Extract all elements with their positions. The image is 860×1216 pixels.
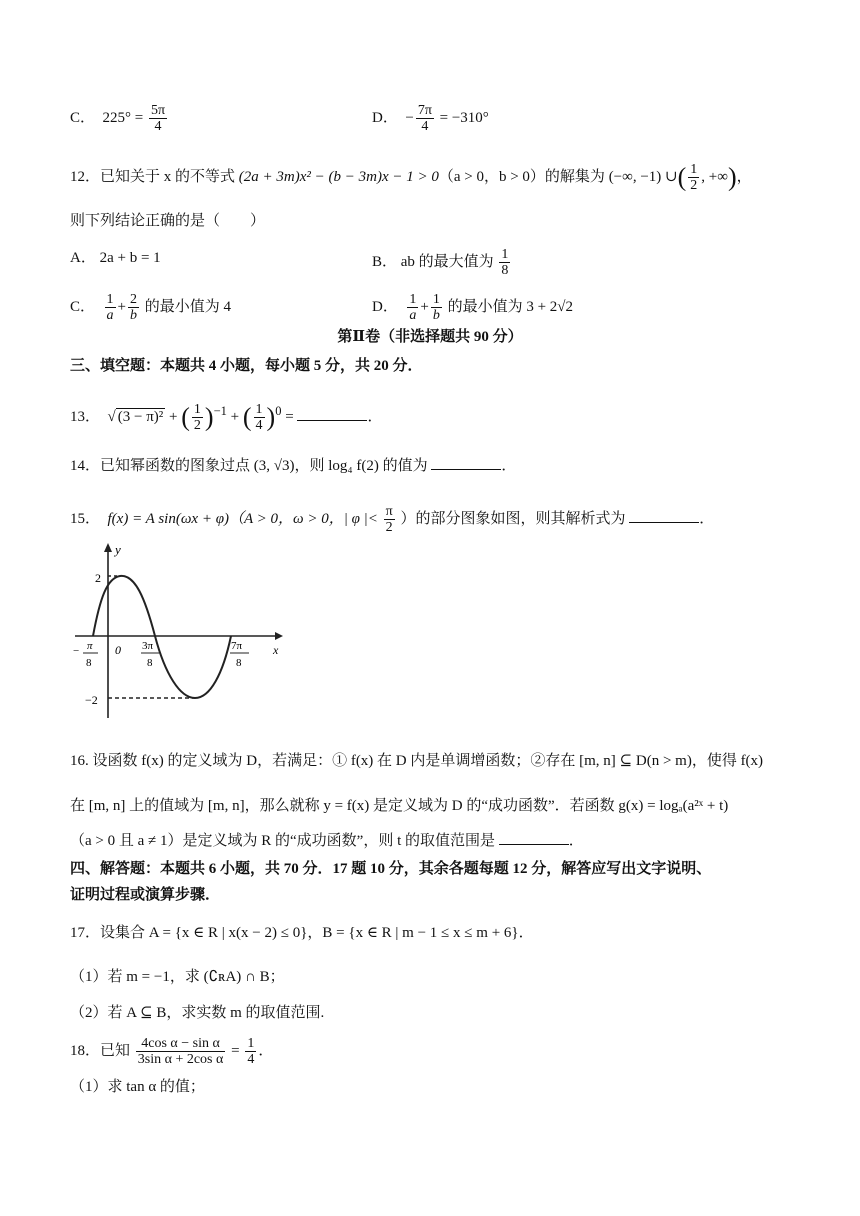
q11-option-c: C． 225° = $\frac{5\pi}{4}$ bbox=[70, 103, 166, 134]
q17-stem: 17．设集合 A = {x ∈ R | x(x − 2) ≤ 0}，B = {x ∈ R | m − 1 ≤ x ≤ m + 6}． bbox=[70, 925, 534, 941]
q12-option-c: C． $\frac{1}{a}$ + $\frac{2}{b}$ 的最小值为 4 bbox=[70, 292, 231, 323]
q15-answer-blank[interactable] bbox=[629, 508, 699, 523]
q16-line3: （a > 0 且 a ≠ 1）是定义域为 R 的“成功函数”，则 t 的取值范围是 ． bbox=[70, 830, 584, 852]
q14-answer-blank[interactable] bbox=[431, 455, 501, 470]
q12-option-a: A． 2a + b = 1 bbox=[70, 250, 161, 266]
q11-option-d: D． − $\frac{7\pi}{4}$ = −310° bbox=[372, 103, 489, 134]
q12-option-d: D． $\frac{1}{a}$ + $\frac{1}{b}$ 的最小值为 3 + 2√2 bbox=[372, 292, 574, 323]
y-label: y bbox=[115, 542, 121, 557]
q16-line2: 在 [m, n] 上的值域为 [m, n]，那么就称 y = f(x) 是定义域为 D 的“成功函数”．若函数 g(x) = logₐ(a²ˣ + t) bbox=[70, 798, 729, 814]
tick3-num: 7π bbox=[231, 640, 243, 652]
y-axis-arrow bbox=[104, 543, 112, 552]
q13-answer-blank[interactable] bbox=[297, 406, 367, 421]
q12-option-b: B． ab 的最大值为 $\frac{1}{8}$ bbox=[372, 247, 509, 278]
sine-graph bbox=[65, 538, 295, 728]
tick1-den: 8 bbox=[86, 657, 92, 669]
part-3-title: 三、填空题：本题共 4 小题，每小题 5 分，共 20 分． bbox=[70, 358, 423, 374]
tick3-den: 8 bbox=[236, 657, 242, 669]
q12-stem: 12．已知关于 x 的不等式 (2a + 3m)x² − (b − 3m)x − 1 > 0（a > 0，b > 0）的解集为 (−∞, −1) ∪( $\frac{1}{2}$ , +∞)， bbox=[70, 162, 752, 193]
tick1-num: π bbox=[87, 640, 93, 652]
x-label: x bbox=[273, 643, 279, 657]
section-2-title: 第Ⅱ卷（非选择题共 90 分） bbox=[337, 329, 523, 345]
y-tick-neg2: −2 bbox=[85, 693, 98, 707]
sine-curve bbox=[93, 576, 231, 698]
origin-label: 0 bbox=[115, 643, 121, 657]
q12-question: 则下列结论正确的是（ ） bbox=[70, 213, 266, 229]
q17-sub1: （1）若 m = −1，求 (∁ʀA) ∩ B； bbox=[70, 969, 285, 985]
q17-sub2: （2）若 A ⊆ B，求实数 m 的取值范围. bbox=[70, 1005, 325, 1021]
tick2-den: 8 bbox=[147, 657, 153, 669]
tick2-num: 3π bbox=[142, 640, 154, 652]
q18-sub1: （1）求 tan α 的值； bbox=[70, 1079, 205, 1095]
q13-stem: 13． √ (3 − π)² + ( $\frac{1}{2}$ )$^{-1}$ + ( $\frac{1}{4}$ )$^0$ = ． bbox=[70, 402, 383, 434]
q16-line1: 16. 设函数 f(x) 的定义域为 D，若满足：① f(x) 在 D 内是单调增函数；②存在 [m, n] ⊆ D(n > m)，使得 f(x) bbox=[70, 753, 764, 769]
q14-stem: 14．已知幂函数的图象过点 (3, √3)，则 log₄ f(2) 的值为 ． bbox=[70, 455, 516, 477]
part-4-title-line1: 四、解答题：本题共 6 小题，共 70 分．17 题 10 分，其余各题每题 12 分，解答应写出文字说明、 bbox=[70, 861, 712, 877]
part-4-title-line2: 证明过程或演算步骤． bbox=[70, 887, 221, 903]
x-axis-arrow bbox=[275, 632, 283, 640]
q15-stem: 15． f(x) = A sin(ωx + φ)（A > 0，ω > 0，| φ |< $\frac{\pi}{2}$ ）的部分图象如图，则其解析式为 ． bbox=[70, 504, 715, 535]
tick1-sign: − bbox=[73, 645, 80, 657]
q16-answer-blank[interactable] bbox=[499, 830, 569, 845]
y-tick-2: 2 bbox=[95, 571, 101, 585]
q18-stem: 18．已知 $\frac{\text{4cos α − sin α}}{\text{3sin α + 2cos α}}$ = $\frac{1}{4}$ ． bbox=[70, 1036, 274, 1067]
